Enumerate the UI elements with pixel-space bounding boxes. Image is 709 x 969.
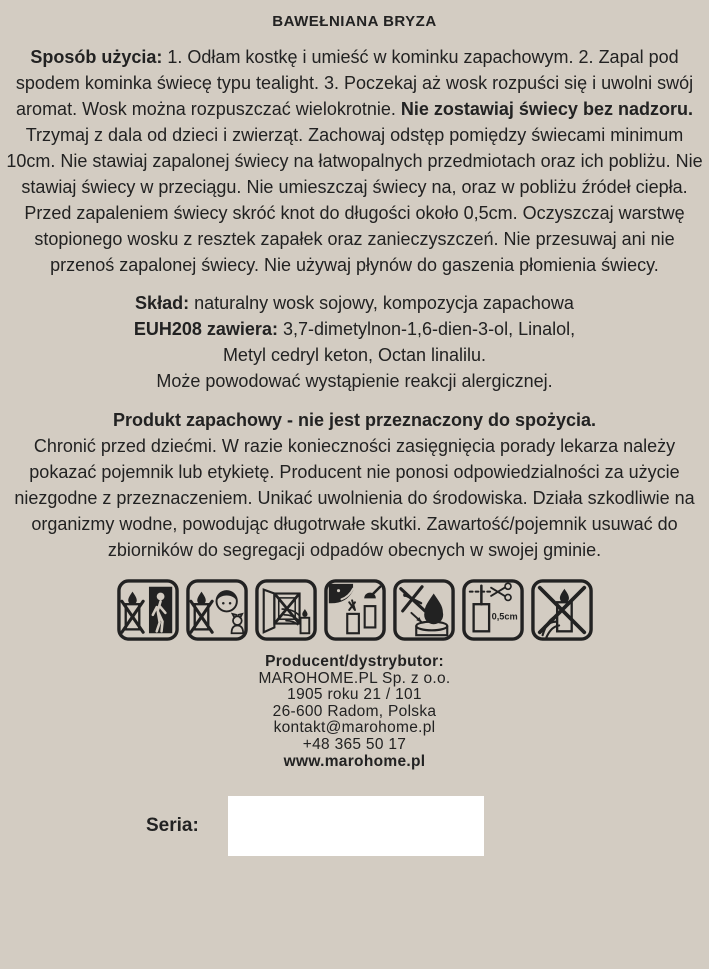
- paragraph: 26-600 Radom, Polska: [272, 702, 437, 720]
- keep-away-from-drafts-icon: [255, 579, 317, 641]
- paragraph: Producent/dystrybutor:: [265, 653, 444, 670]
- paragraph: +48 365 50 17: [302, 735, 407, 753]
- trim-wick-0-5cm-icon: [462, 579, 524, 641]
- do-not-blow-out-use-snuffer-icon: [324, 579, 386, 641]
- paragraph: Metyl cedryl keton, Octan linalilu.: [222, 345, 487, 365]
- safety-pictogram-row: [0, 579, 709, 641]
- paragraph: Skład: naturalny wosk sojowy, kompozycja zapachowa: [135, 293, 574, 313]
- batch-row: [0, 796, 709, 856]
- do-not-move-burning-candle-icon: [531, 579, 593, 641]
- paragraph: kontakt@marohome.pl: [273, 719, 436, 737]
- batch-number-box: [228, 796, 484, 856]
- paragraph: Trzymaj z dala od dzieci i zwierząt. Zachowaj odstęp pomiędzy świecami minimum 10cm. Nie stawiaj zapalonej świecy na łatwopalnych przedmiotach oraz ich pobliżu. Nie stawiaj świecy w przeciągu. Nie umieszczaj świecy na, oraz w pobliżu źródeł ciepła. Przed zapaleniem świecy skróć knot do długości około 0,5cm. Oczyszczaj warstwę stopionego wosku z resztek zapałek oraz zanieczyszczeń. Nie przesuwaj ani nie przenoś zapalonej świecy. Nie używaj płynów do gaszenia płomienia świecy.: [6, 125, 703, 275]
- no-debris-or-liquids-in-wax-pool-icon: [393, 579, 455, 641]
- paragraph: 1905 roku 21 / 101: [287, 686, 422, 704]
- paragraph: EUH208 zawiera: 3,7-dimetylnon-1,6-dien-3-ol, Linalol,: [133, 319, 576, 339]
- usage-instructions-section: [0, 44, 709, 278]
- paragraph: MAROHOME.PL Sp. z o.o.: [258, 669, 451, 687]
- paragraph: Sposób użycia: 1. Odłam kostkę i umieść w kominku zapachowym. 2. Zapal pod spodem kominka świecę typu tealight. 3. Poczekaj aż wosk rozpuści się i uwolni swój aromat. Wosk można rozpuszczać wielokrotnie. Nie zostawiaj świecy bez nadzoru.: [15, 47, 694, 119]
- batch-label: Seria:: [146, 815, 199, 837]
- producer-section: [0, 654, 709, 770]
- no-unattended-burning-candle-icon: [117, 579, 179, 641]
- paragraph: Chronić przed dziećmi. W razie konieczności zasięgnięcia porady lekarza należy pokazać pojemnik lub etykietę. Producent nie ponosi odpowiedzialności za użycie niezgodne z przeznaczeniem. Unikać uwolnienia do środowiska. Działa szkodliwie na organizmy wodne, powodując długotrwałe skutki. Zawartość/pojemnik usuwać do zbiorników do segregacji odpadów obecnych w swojej gminie.: [14, 436, 695, 560]
- ingredients-section: [0, 290, 709, 394]
- wick-length-label: 0,5cm: [491, 611, 518, 622]
- paragraph: Może powodować wystąpienie reakcji alergicznej.: [156, 371, 553, 391]
- product-title: BAWEŁNIANA BRYZA: [272, 13, 437, 30]
- paragraph: www.marohome.pl: [283, 752, 426, 770]
- safety-warning-section: [0, 407, 709, 563]
- keep-away-from-children-and-pets-icon: [186, 579, 248, 641]
- paragraph: Produkt zapachowy - nie jest przeznaczony do spożycia.: [112, 410, 597, 430]
